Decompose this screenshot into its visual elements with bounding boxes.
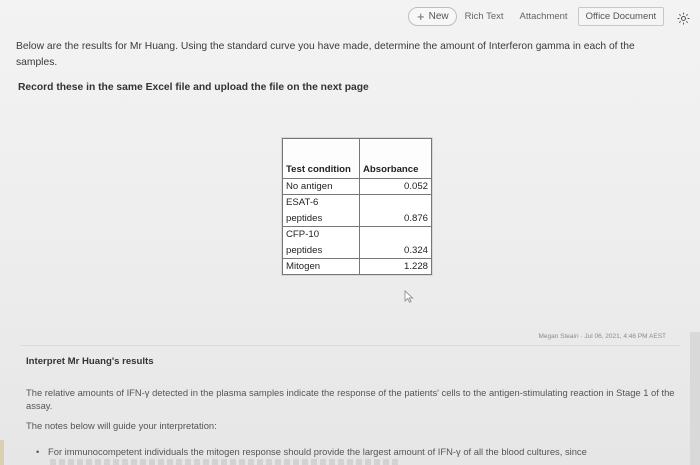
interpret-paragraph: The relative amounts of IFN-γ detected in the plasma samples indicate the response of the patients' cells to the antigen-stimulating reaction in Stage 1 of the assay. bbox=[26, 387, 675, 411]
absorbance-cell bbox=[360, 195, 432, 211]
attachment-button[interactable]: Attachment bbox=[519, 10, 568, 22]
results-table bbox=[282, 138, 432, 275]
editor-toolbar bbox=[408, 6, 664, 26]
scrollbar[interactable] bbox=[690, 332, 700, 465]
window-edge bbox=[0, 440, 4, 465]
condition-cell: Mitogen bbox=[283, 259, 360, 275]
plus-icon: + bbox=[417, 8, 425, 24]
table-row bbox=[283, 227, 432, 243]
notes-intro: The notes below will guide your interpretation: bbox=[26, 420, 217, 431]
instructions-text: Below are the results for Mr Huang. Using the standard curve you have made, determine the amount of Interferon gamma in each of the samples. bbox=[16, 41, 635, 68]
absorbance-cell: 0.876 bbox=[360, 211, 432, 227]
record-instruction: Record these in the same Excel file and upload the file on the next page bbox=[18, 82, 369, 93]
absorbance-cell: 0.324 bbox=[360, 243, 432, 259]
office-document-button[interactable]: Office Document bbox=[578, 7, 665, 26]
clipped-text-line bbox=[50, 459, 400, 465]
mouse-cursor-icon bbox=[404, 290, 415, 308]
new-button[interactable] bbox=[408, 7, 457, 26]
table-row bbox=[283, 211, 432, 227]
condition-cell: CFP-10 bbox=[283, 227, 360, 243]
condition-cell: peptides bbox=[283, 211, 360, 227]
table-row bbox=[283, 243, 432, 259]
new-label: New bbox=[428, 10, 449, 22]
table-row bbox=[283, 259, 432, 275]
settings-icon[interactable] bbox=[675, 10, 691, 26]
absorbance-cell bbox=[360, 227, 432, 243]
table-row bbox=[283, 179, 432, 195]
post-metadata: Megan Steain · Jul 06, 2021, 4:46 PM AEST bbox=[538, 333, 666, 340]
rich-text-button[interactable]: Rich Text bbox=[464, 10, 504, 22]
table-row bbox=[283, 195, 432, 211]
interpret-heading: Interpret Mr Huang's results bbox=[26, 356, 154, 367]
bullet-text: For immunocompetent individuals the mitogen response should provide the largest amount of IFN-γ of all the blood cultures, since bbox=[48, 446, 587, 457]
header-absorbance: Absorbance bbox=[360, 139, 432, 179]
condition-cell: ESAT-6 bbox=[283, 195, 360, 211]
bullet-icon: • bbox=[36, 446, 40, 457]
condition-cell: peptides bbox=[283, 243, 360, 259]
absorbance-cell: 0.052 bbox=[360, 179, 432, 195]
header-test-condition: Test condition bbox=[283, 139, 360, 179]
absorbance-cell: 1.228 bbox=[360, 259, 432, 275]
condition-cell: No antigen bbox=[283, 179, 360, 195]
section-divider bbox=[20, 345, 680, 346]
list-item bbox=[36, 446, 676, 457]
